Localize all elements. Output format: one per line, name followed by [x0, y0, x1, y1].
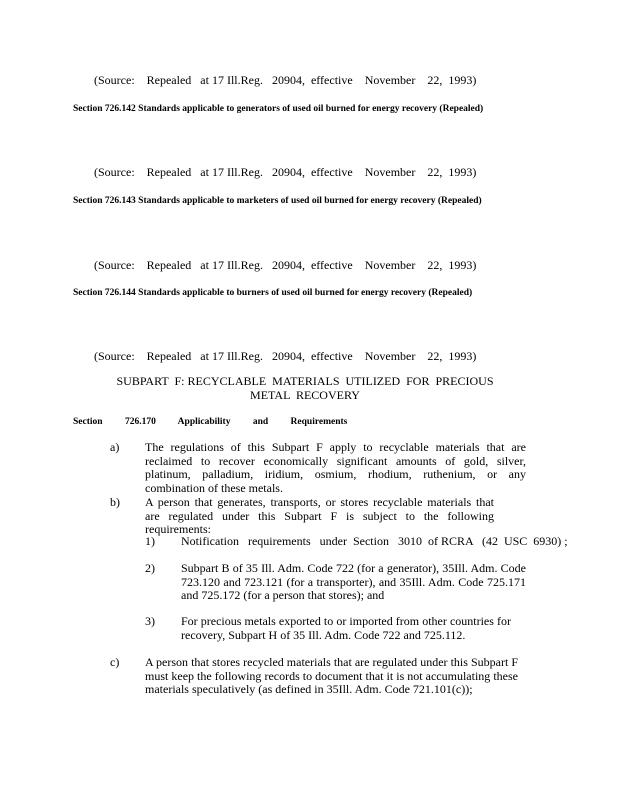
item-b-label: b): [110, 495, 120, 509]
item-b1-label: 1): [145, 534, 155, 548]
section-title-word-2: and: [252, 417, 269, 427]
section-726-142-heading: Section 726.142 Standards applicable to generators of used oil burned for energy recovery (Repealed): [73, 104, 484, 114]
item-b2-text: Subpart B of 35 Ill. Adm. Code 722 (for a generator), 35Ill. Adm. Code 723.120 and 723.121 (for a transporter), and 35Ill. Adm. Code 725.171 and 725.172 (for a person that stores); and: [181, 561, 526, 602]
subpart-f-title: SUBPART F: RECYCLABLE MATERIALS UTILIZED FOR PRECIOUS METAL RECOVERY: [116, 374, 497, 402]
item-a-text: The regulations of this Subpart F apply to recyclable materials that are reclaimed to recover economically significant amounts of gold, silver, platinum, palladium, iridium, osmium, rhodium, ruthenium, or any combination of these metals.: [145, 440, 526, 495]
section-number: 726.170: [124, 417, 156, 427]
item-a-label: a): [110, 440, 120, 454]
section-726-143-heading: Section 726.143 Standards applicable to marketers of used oil burned for energy recovery (Repealed): [73, 196, 482, 206]
section-title-word-3: Requirements: [290, 417, 348, 427]
item-b3-text: For precious metals exported to or imported from other countries for recovery, Subpart H of 35 Ill. Adm. Code 722 and 725.112.: [181, 614, 511, 642]
item-c-label: c): [110, 655, 120, 669]
section-726-170-heading: [73, 416, 367, 428]
source-note-2: (Source: Repealed at 17 Ill.Reg. 20904, effective November 22, 1993): [94, 165, 477, 179]
section-word: Section: [73, 417, 103, 427]
item-b3-label: 3): [145, 614, 155, 628]
item-b2-label: 2): [145, 561, 155, 575]
source-note-1: (Source: Repealed at 17 Ill.Reg. 20904, effective November 22, 1993): [94, 73, 477, 87]
source-note-3: (Source: Repealed at 17 Ill.Reg. 20904, effective November 22, 1993): [94, 258, 477, 272]
section-title-word-1: Applicability: [177, 417, 231, 427]
source-note-4: (Source: Repealed at 17 Ill.Reg. 20904, effective November 22, 1993): [94, 349, 477, 363]
section-726-144-heading: Section 726.144 Standards applicable to burners of used oil burned for energy recovery (Repealed): [73, 288, 473, 298]
item-b1-text: Notification requirements under Section 3010 of RCRA (42 USC 6930) ;: [181, 534, 568, 548]
item-b-text: A person that generates, transports, or stores recyclable materials that are regulated under this Subpart F is subject to the following requirements:: [145, 495, 494, 536]
item-c-text: A person that stores recycled materials that are regulated under this Subpart F must keep the following records to document that it is not accumulating these materials speculatively (as defined in 35Ill. Adm. Code 721.101(c));: [145, 655, 518, 696]
